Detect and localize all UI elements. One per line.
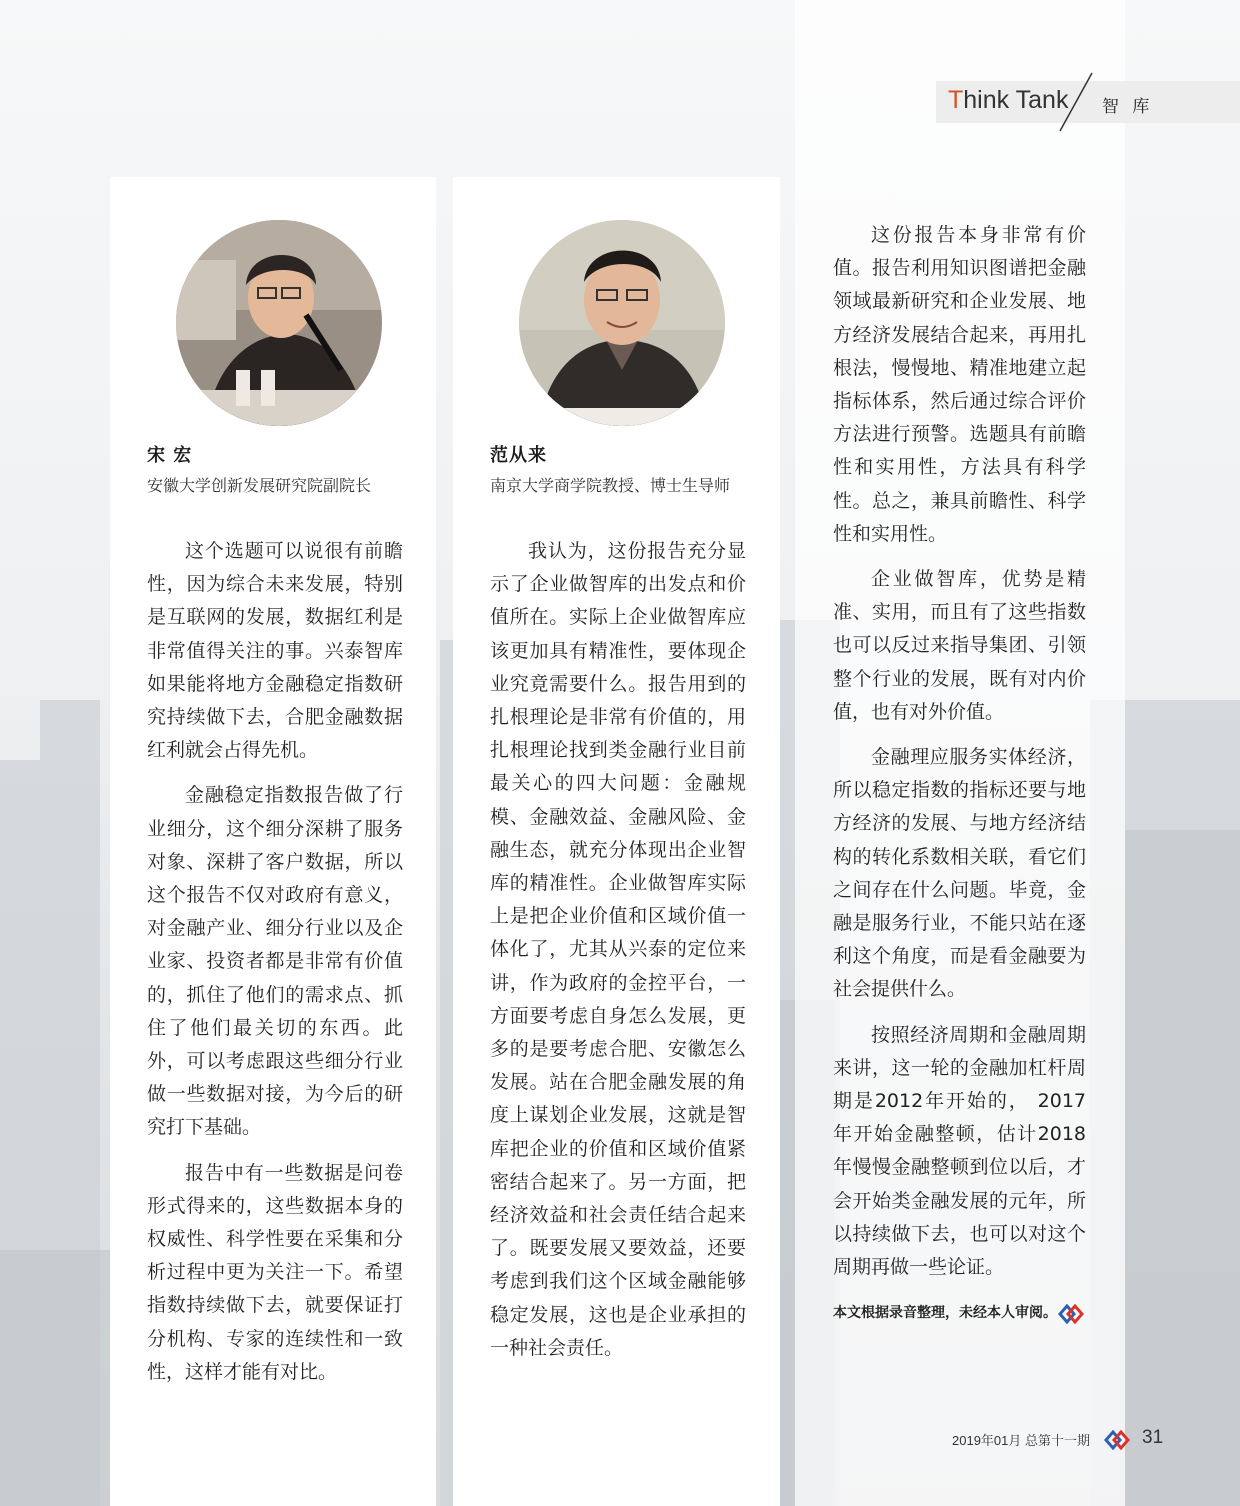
expert-name: 宋 宏: [147, 445, 193, 466]
article-body: [490, 535, 746, 1377]
article-body: [147, 535, 403, 1401]
article-body: [833, 219, 1086, 1284]
expert-title: 南京大学商学院教授、博士生导师: [490, 476, 731, 495]
paragraph: 金融稳定指数报告做了行业细分，这个细分深耕了服务对象、深耕了客户数据，所以这个报告不仅对政府有意义，对金融产业、细分行业以及企业家、投资者都是非常有价值的，抓住了他们的需求点、抓住了他们最关切的东西。此外，可以考虑跟这些细分行业做一些数据对接，为今后的研究打下基础。: [147, 784, 403, 1139]
page-number: 31: [1142, 1427, 1164, 1448]
paragraph: 报告中有一些数据是问卷形式得来的，这些数据本身的权威性、科学性要在采集和分析过程中更为关注一下。希望指数持续做下去，就要保证打分机构、专家的连续性和一致性，这样才能有对比。: [147, 1161, 403, 1383]
continuation-column: [833, 219, 1086, 1296]
section-subtitle: 智 库: [1102, 97, 1154, 117]
section-title-initial: T: [948, 86, 964, 114]
issue-info: 2019年01月 总第十一期: [952, 1433, 1090, 1448]
section-title-rest: hink Tank: [963, 86, 1069, 114]
avatar: [519, 220, 725, 426]
paragraph: 企业做智库，优势是精准、实用，而且有了这些指数也可以反过来指导集团、引领整个行业的发展，既有对内价值，也有对外价值。: [833, 568, 1086, 723]
paragraph: 按照经济周期和金融周期来讲，这一轮的金融加杠杆周期是2012年开始的， 2017年开始金融整顿，估计2018年慢慢金融整顿到位以后，才会开始类金融发展的元年，所以持续做下去，也可以对这个周期再做一些论证。: [833, 1023, 1086, 1279]
expert-card-1: [110, 177, 436, 1506]
paragraph: 这个选题可以说很有前瞻性，因为综合未来发展，特别是互联网的发展，数据红利是非常值得关注的事。兴泰智库如果能将地方金融稳定指数研究持续做下去，合肥金融数据红利就会占得先机。: [147, 540, 403, 762]
avatar: [176, 220, 382, 426]
portrait-photo: [176, 220, 382, 426]
brand-logo-icon: [1103, 1429, 1131, 1451]
expert-name: 范从来: [490, 445, 547, 466]
slash-divider-icon: [1056, 71, 1096, 133]
paragraph: 金融理应服务实体经济，所以稳定指数的指标还要与地方经济的发展、与地方经济结构的转化系数相关联，看它们之间存在什么问题。毕竟，金融是服务行业，不能只站在逐利这个角度，而是看金融要为社会提供什么。: [833, 746, 1086, 1001]
expert-title: 安徽大学创新发展研究院副院长: [147, 476, 372, 495]
paragraph: 我认为，这份报告充分显示了企业做智库的出发点和价值所在。实际上企业做智库应该更加具有精准性，要体现企业究竟需要什么。报告用到的扎根理论是非常有价值的，用扎根理论找到类金融行业目前最关心的四大问题：金融规模、金融效益、金融风险、金融生态，就充分体现出企业智库的精准性。企业做智库实际上是把企业价值和区域价值一体化了，尤其从兴泰的定位来讲，作为政府的金控平台，一方面要考虑自身怎么发展，更多的是要考虑合肥、安徽怎么发展。站在合肥金融发展的角度上谋划企业发展，这就是智库把企业的价值和区域价值紧密结合起来了。另一方面，把经济效益和社会责任结合起来了。既要发展又要效益，还要考虑到我们这个区域金融能够稳定发展，这也是企业承担的一种社会责任。: [490, 540, 746, 1359]
expert-card-2: [453, 177, 780, 1506]
section-title: [948, 86, 1068, 115]
paragraph: 这份报告本身非常有价值。报告利用知识图谱把金融领域最新研究和企业发展、地方经济发展结合起来，再用扎根法，慢慢地、精准地建立起指标体系，然后通过综合评价方法进行预警。选题具有前瞻性和实用性，方法具有科学性。总之，兼具前瞻性、科学性和实用性。: [833, 224, 1086, 545]
portrait-photo: [519, 220, 725, 426]
editor-note: 本文根据录音整理，未经本人审阅。: [833, 1305, 1057, 1321]
brand-logo-icon: [1057, 1303, 1085, 1325]
section-header: [936, 81, 1240, 123]
